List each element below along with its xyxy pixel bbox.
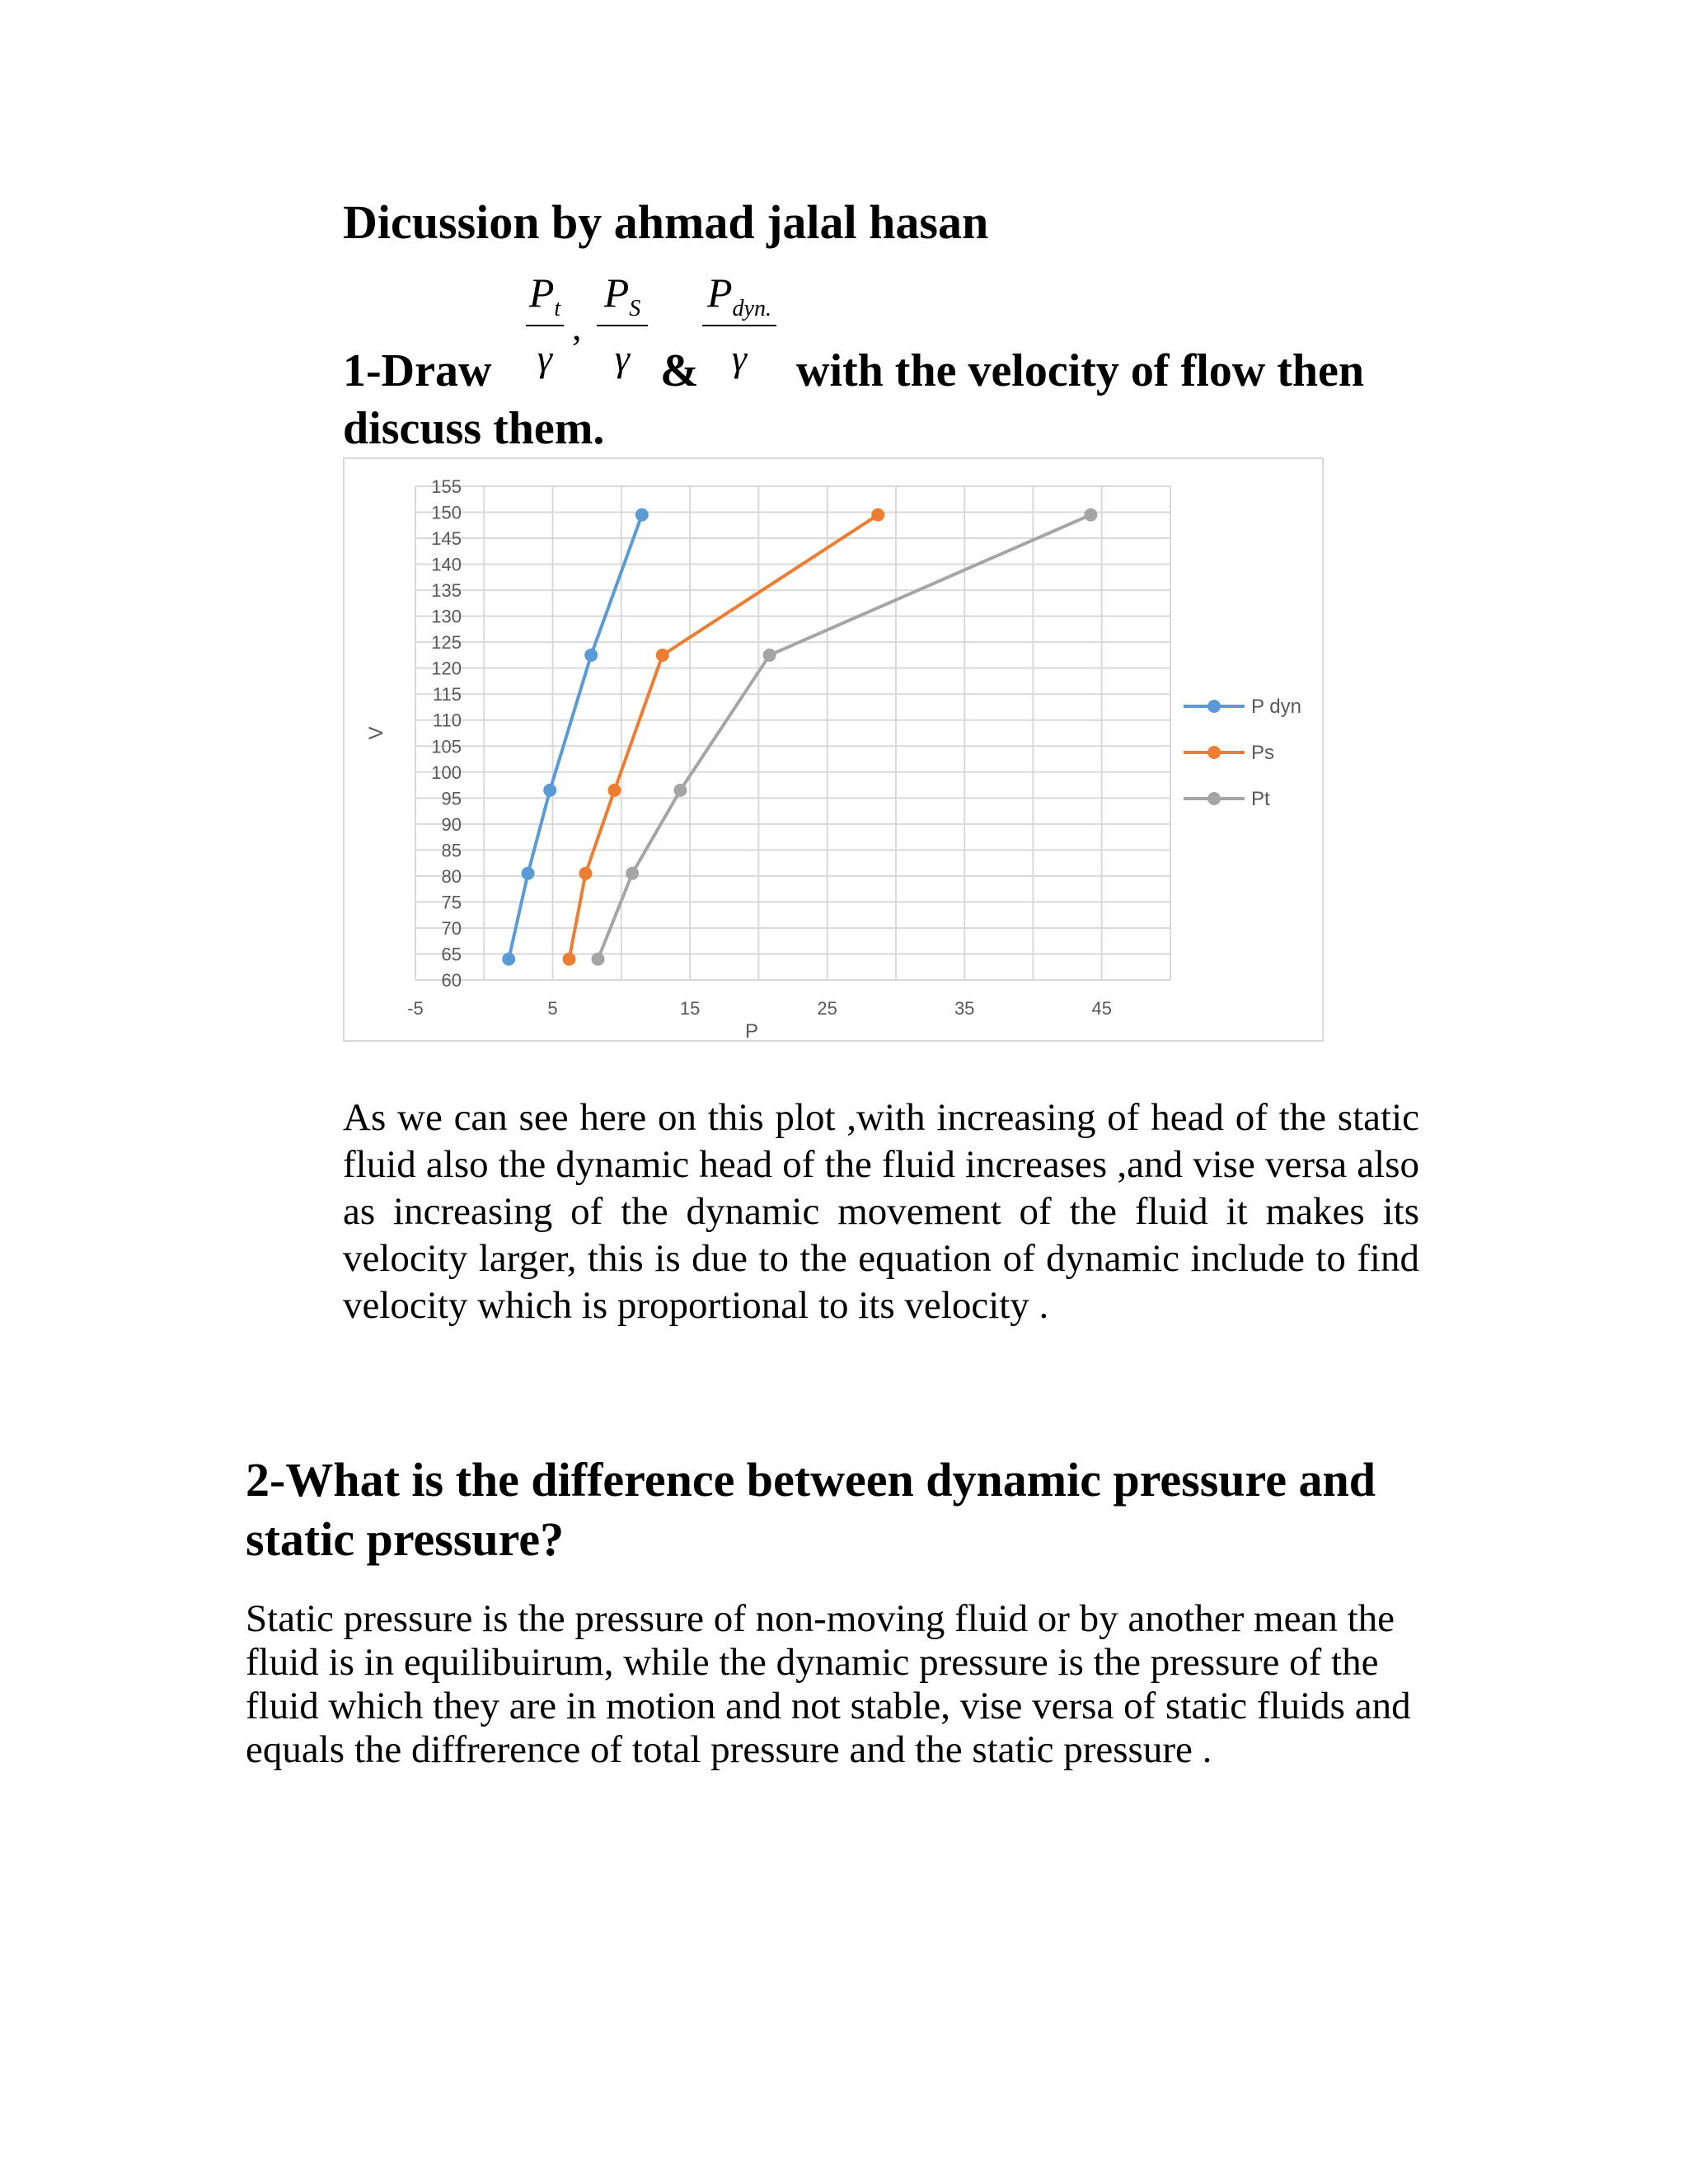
fraction-pdyn-numerator: P	[707, 269, 733, 316]
y-tick-label: 100	[431, 762, 462, 783]
y-tick-label: 130	[431, 606, 462, 627]
fraction-bar	[702, 325, 776, 326]
fraction-pt-subscript: t	[554, 296, 561, 321]
x-tick-label: -5	[407, 998, 424, 1019]
question-1-prefix: 1-Draw	[343, 345, 492, 396]
x-tick-label: 5	[547, 998, 558, 1019]
series-point-2	[763, 649, 776, 662]
fraction-ps-subscript: S	[629, 296, 641, 321]
fraction-bar	[597, 325, 648, 326]
y-tick-label: 65	[441, 944, 462, 965]
question-1	[343, 269, 1419, 454]
y-tick-label: 145	[431, 528, 462, 550]
y-tick-label: 140	[431, 554, 462, 575]
y-tick-label: 95	[441, 788, 462, 809]
question-1-suffix: with the velocity of flow then	[796, 345, 1365, 396]
fraction-pdyn-over-gamma	[702, 269, 776, 387]
page-title: Dicussion by ahmad jalal hasan	[343, 195, 989, 249]
series-point-1	[871, 509, 884, 522]
y-tick-label: 120	[431, 658, 462, 679]
y-tick-label: 150	[431, 502, 462, 523]
y-axis-label: V	[365, 726, 387, 740]
series-point-0	[522, 867, 535, 880]
legend-label-0: P dyn	[1251, 696, 1301, 718]
series-point-2	[626, 867, 639, 880]
series-point-1	[563, 953, 576, 966]
chart	[343, 457, 1324, 1042]
x-tick-label: 35	[954, 998, 975, 1019]
series-point-0	[543, 784, 556, 797]
y-tick-label: 90	[441, 813, 462, 835]
chart-svg	[345, 459, 1322, 1040]
x-tick-label: 45	[1091, 998, 1112, 1019]
fraction-pt-over-gamma	[526, 269, 564, 387]
y-tick-label: 70	[441, 917, 462, 939]
question-1-line2: discuss them.	[343, 403, 605, 454]
series-point-1	[656, 649, 669, 662]
legend-marker-0	[1207, 700, 1221, 713]
fraction-bar	[526, 325, 564, 326]
question-2-heading: 2-What is the difference between dynamic pressure and static pressure?	[246, 1453, 1376, 1566]
series-line-2	[598, 515, 1091, 959]
legend-marker-2	[1207, 792, 1221, 805]
legend-label-1: Ps	[1251, 742, 1275, 764]
y-tick-label: 125	[431, 632, 462, 654]
fraction-pdyn-denominator: γ	[731, 337, 748, 379]
y-tick-label: 105	[431, 736, 462, 757]
fraction-pt-numerator: P	[528, 269, 555, 316]
x-tick-label: 25	[817, 998, 837, 1019]
series-point-2	[673, 784, 687, 797]
y-tick-label: 85	[441, 840, 462, 861]
paragraph-2: Static pressure is the pressure of non-moving fluid or by another mean the fluid is in equilibuirum, while the dynamic pressure is the pressure of the fluid which they are in motion and not stable, vise versa of static fluids and equals the diffrerence of total pressure and the static pressure .	[246, 1597, 1411, 1771]
y-tick-label: 110	[432, 710, 462, 731]
y-tick-label: 115	[432, 684, 462, 705]
y-tick-label: 80	[441, 865, 462, 887]
fraction-pt-denominator: γ	[537, 337, 553, 379]
fraction-separator-comma: ,	[572, 306, 582, 348]
ampersand: &	[660, 345, 699, 396]
y-tick-label: 155	[431, 476, 462, 497]
x-axis-label: P	[744, 1020, 759, 1040]
fraction-ps-numerator: P	[603, 269, 630, 316]
legend-label-2: Pt	[1251, 788, 1270, 810]
series-line-1	[570, 515, 879, 959]
series-point-1	[579, 867, 593, 880]
series-point-2	[1084, 509, 1097, 522]
paragraph-1: As we can see here on this plot ,with increasing of head of the static fluid also the dynamic head of the fluid increases ,and vise versa also as increasing of the dynamic movement of the fluid it makes its velocity larger, this is due to the equation of dynamic include to find velocity which is proportional to its velocity .	[343, 1096, 1419, 1327]
series-point-0	[584, 649, 598, 662]
x-tick-label: 15	[679, 998, 701, 1019]
y-tick-label: 60	[441, 970, 462, 991]
series-point-2	[592, 953, 605, 966]
series-point-0	[635, 509, 649, 522]
series-point-0	[502, 953, 515, 966]
fraction-ps-denominator: γ	[614, 337, 631, 379]
series-point-1	[607, 784, 621, 797]
fraction-pdyn-subscript: dyn.	[732, 296, 771, 321]
legend-marker-1	[1207, 746, 1221, 759]
fraction-ps-over-gamma	[597, 269, 648, 387]
y-tick-label: 75	[441, 892, 462, 913]
y-tick-label: 135	[431, 580, 462, 602]
